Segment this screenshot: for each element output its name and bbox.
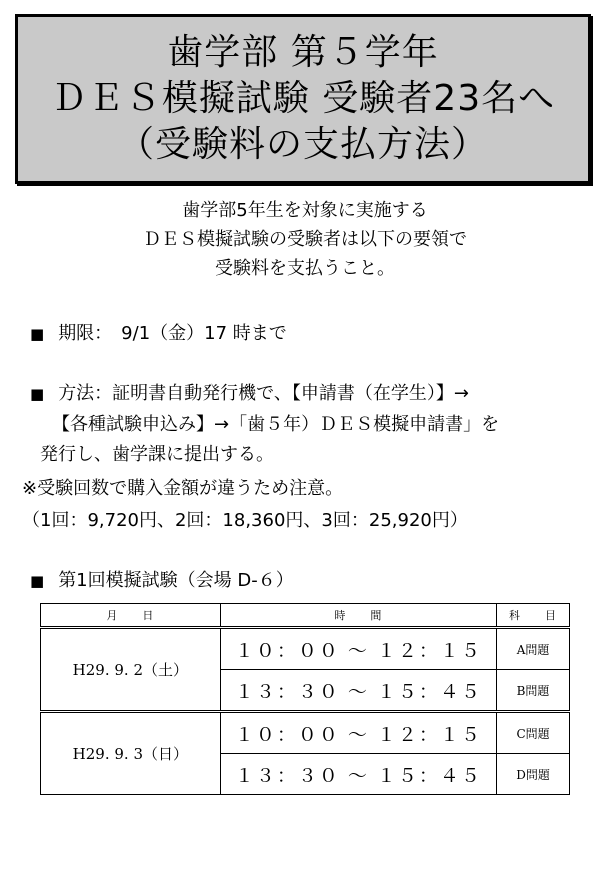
method-text-1: 方法：証明書自動発行機で、【申請書（在学生）】→ (58, 383, 469, 404)
header-date: 月 日 (41, 604, 221, 628)
intro-line-1: 歯学部5年生を対象に実施する (182, 200, 428, 221)
fee-note: ※受験回数で購入金額が違うため注意。 (22, 478, 344, 499)
method-line-1 (30, 382, 469, 406)
time-cell: １０：００ ～ １２：１５ (220, 628, 496, 670)
title-box (15, 14, 591, 184)
time-cell: １３：３０ ～ １５：４５ (220, 754, 496, 795)
intro-line-3: 受験料を支払うこと。 (215, 258, 395, 279)
title-line-2: ＤＥＳ模擬試験 受験者23名へ (50, 78, 556, 119)
fee-list: （1回：9,720円、2回：18,360円、3回：25,920円） (22, 510, 468, 531)
method-line-3: 発行し、歯学課に提出する。 (40, 444, 274, 465)
subject-cell: C問題 (497, 712, 570, 754)
date-cell: H29. 9. 3（日） (41, 712, 221, 795)
square-bullet-icon: ■ (30, 572, 45, 590)
time-cell: １０：００ ～ １２：１５ (220, 712, 496, 754)
subject-cell: A問題 (497, 628, 570, 670)
exam-heading: 第1回模擬試験（会場 D-６） (58, 570, 294, 591)
subject-cell: B問題 (497, 670, 570, 712)
deadline-text: 期限： 9/1（金）17 時まで (58, 323, 287, 344)
intro-line-2: ＤＥＳ模擬試験の受験者は以下の要領で (143, 229, 467, 250)
date-cell: H29. 9. 2（土） (41, 628, 221, 712)
schedule-table (40, 603, 570, 795)
method-line-2: 【各種試験申込み】→「歯５年）ＤＥＳ模擬申請書」を (52, 414, 500, 435)
header-subject: 科 目 (497, 604, 570, 628)
title-line-1: 歯学部 第５学年 (167, 32, 439, 73)
table-row (41, 712, 570, 754)
table-header-row (41, 604, 570, 628)
exam-heading-line (30, 569, 294, 593)
deadline-line (30, 322, 287, 346)
time-cell: １３：３０ ～ １５：４５ (220, 670, 496, 712)
square-bullet-icon: ■ (30, 385, 45, 403)
intro-paragraph (0, 196, 610, 283)
title-line-3: （受験料の支払方法） (117, 124, 488, 165)
table-row (41, 628, 570, 670)
subject-cell: D問題 (497, 754, 570, 795)
square-bullet-icon: ■ (30, 325, 45, 343)
header-time: 時 間 (220, 604, 496, 628)
